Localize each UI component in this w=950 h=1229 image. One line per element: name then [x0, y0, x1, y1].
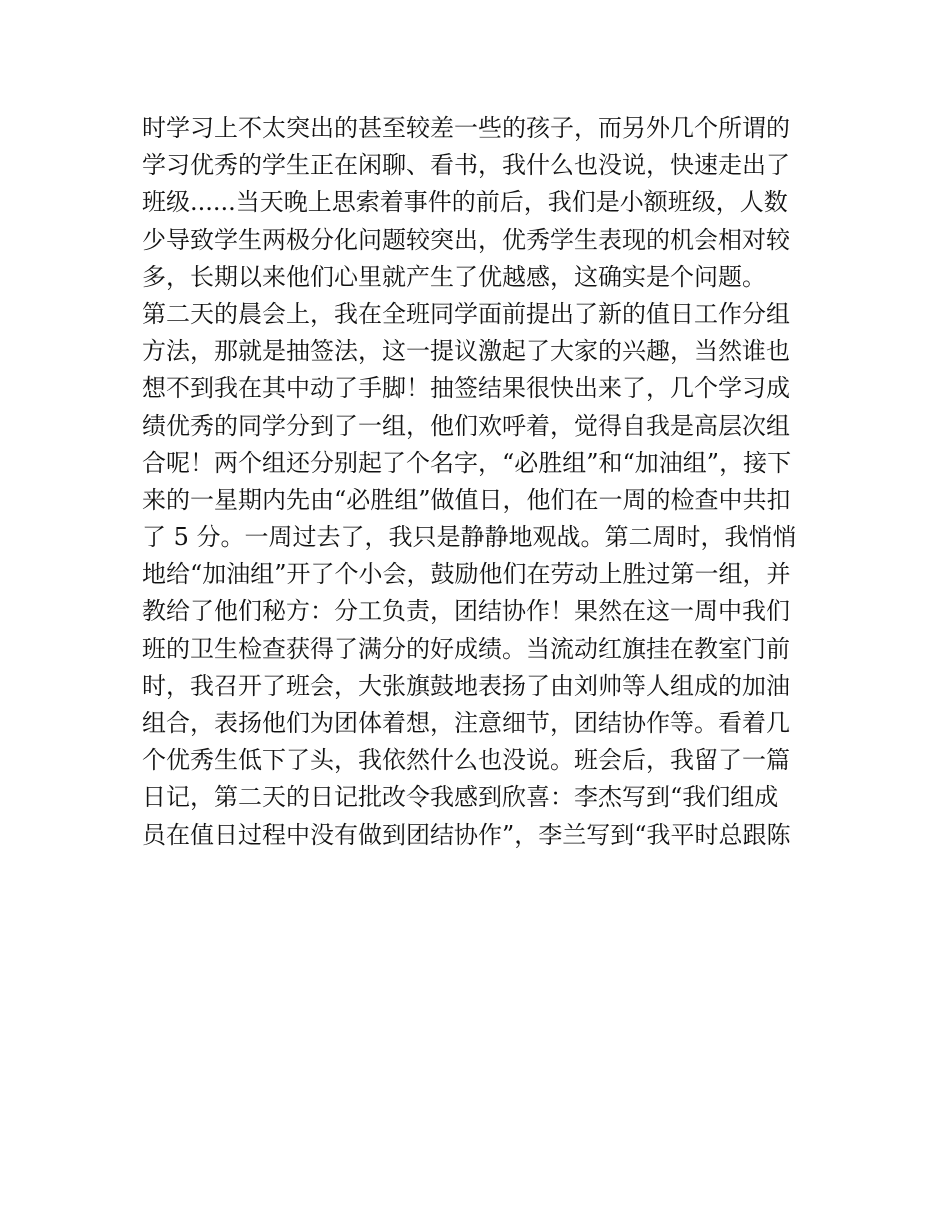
- text-line: 个优秀生低下了头，我依然什么也没说。班会后，我留了一篇: [142, 746, 790, 775]
- text-line: 了 5 分。一周过去了，我只是静静地观战。第二周时，我悄悄: [142, 523, 797, 552]
- text-line: 地给“加油组”开了个小会，鼓励他们在劳动上胜过第一组，并: [142, 560, 791, 589]
- text-line: 第二天的晨会上，我在全班同学面前提出了新的值日工作分组: [142, 299, 790, 328]
- text-line: 组合，表扬他们为团体着想，注意细节，团结协作等。看着几: [142, 709, 790, 737]
- text-line: 方法，那就是抽签法，这一提议激起了大家的兴趣，当然谁也: [142, 337, 790, 366]
- text-line: 来的一星期内先由“必胜组”做值日，他们在一周的检查中共扣: [142, 485, 791, 514]
- text-line: 日记，第二天的日记批改令我感到欣喜：李杰写到“我们组成: [142, 783, 779, 812]
- text-line: 班的卫生检查获得了满分的好成绩。当流动红旗挂在教室门前: [142, 634, 790, 663]
- body-text: [142, 110, 822, 854]
- text-line: 时学习上不太突出的甚至较差一些的孩子，而另外几个所谓的: [142, 114, 790, 142]
- text-line: 多，长期以来他们心里就产生了优越感，这确实是个问题。: [142, 262, 766, 291]
- text-line: 班级......当天晚上思索着事件的前后，我们是小额班级，人数: [142, 188, 788, 217]
- text-line: 合呢！两个组还分别起了个名字，“必胜组”和“加油组”，接下: [142, 448, 792, 477]
- text-line: 绩优秀的同学分到了一组，他们欢呼着，觉得自我是高层次组: [142, 411, 790, 440]
- text-line: 少导致学生两极分化问题较突出，优秀学生表现的机会相对较: [142, 225, 790, 254]
- text-line: 想不到我在其中动了手脚！抽签结果很快出来了，几个学习成: [142, 374, 790, 403]
- text-line: 员在值日过程中没有做到团结协作”，李兰写到“我平时总跟陈: [142, 820, 791, 849]
- text-line: 教给了他们秘方：分工负责，团结协作！果然在这一周中我们: [142, 597, 790, 626]
- text-line: 时，我召开了班会，大张旗鼓地表扬了由刘帅等人组成的加油: [142, 671, 790, 700]
- text-line: 学习优秀的学生正在闲聊、看书，我什么也没说，快速走出了: [142, 151, 790, 180]
